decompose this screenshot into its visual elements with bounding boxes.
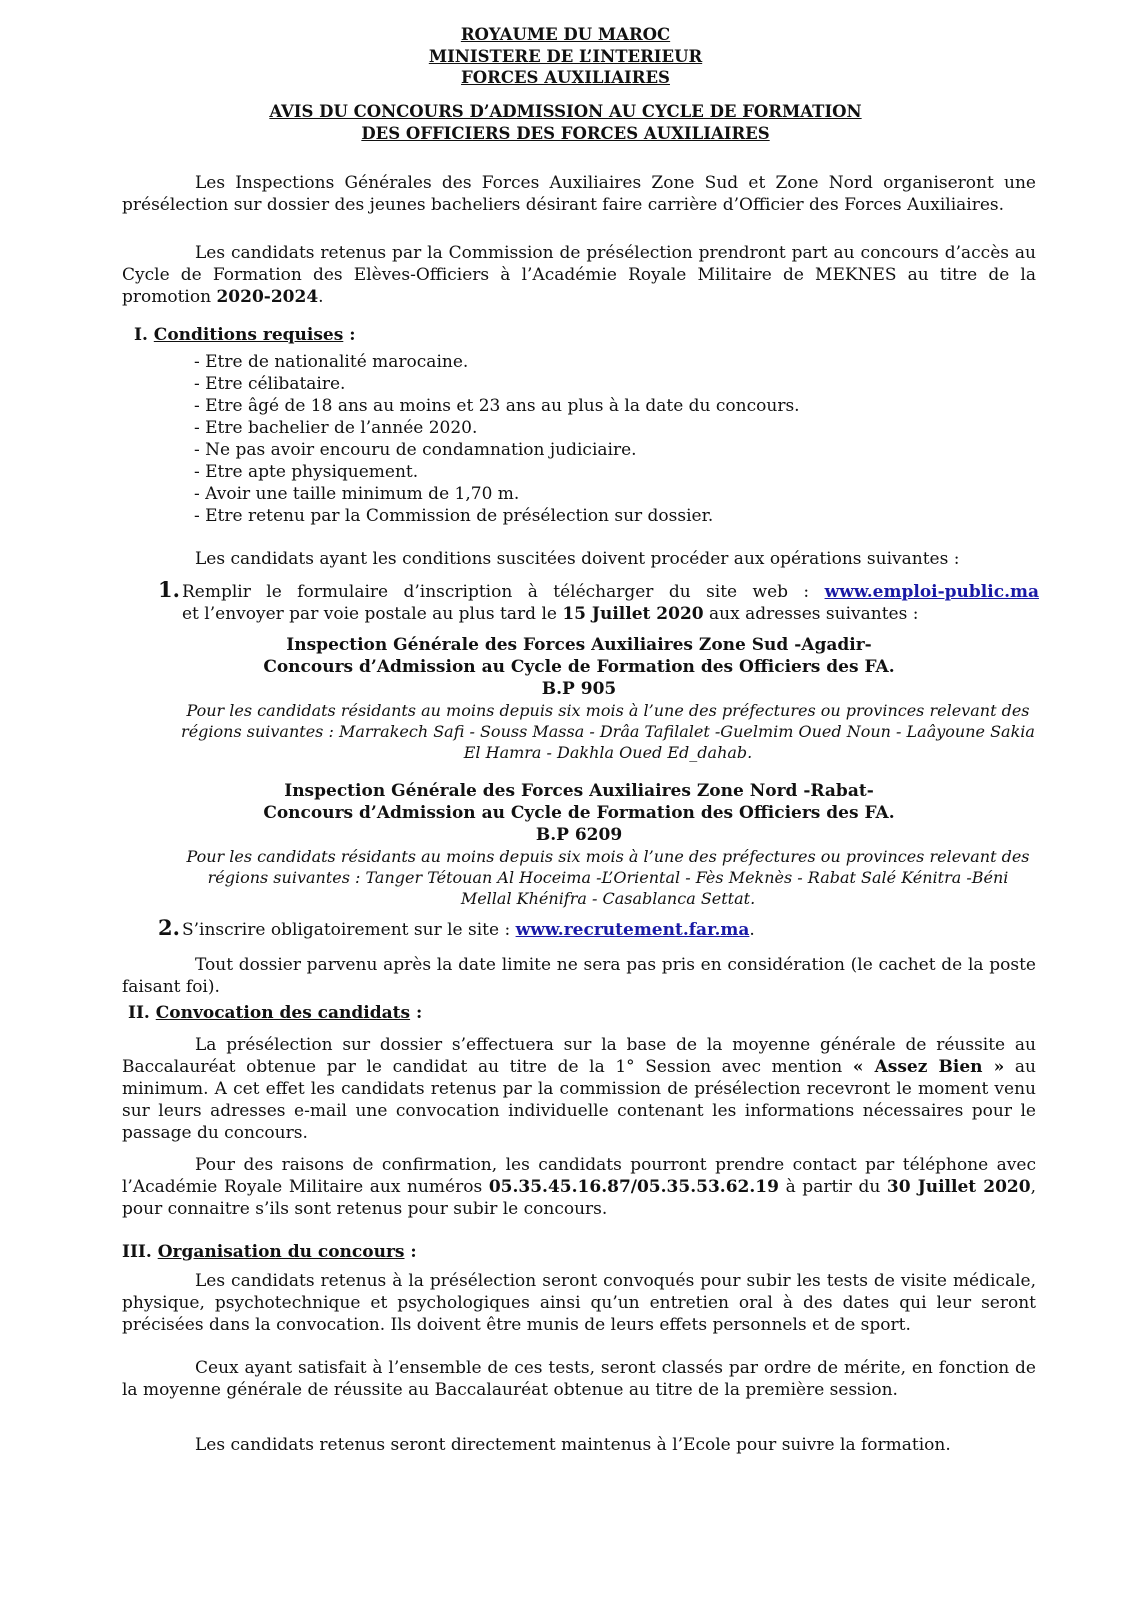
emploi-public-link[interactable]: www.emploi-public.ma [824,582,1039,602]
address-sud-bp: B.P 905 [541,679,617,699]
step-2-line: S’inscrire obligatoirement sur le site : www.recrutement.far.ma. [182,920,755,940]
organisation-paragraph-2: Ceux ayant satisfait à l’ensemble de ces tests, seront classés par ordre de mérite, en fonction de la moyenne générale de réussite au Baccalauréat obtenue au titre de la première session. [122,1358,1036,1400]
step-1-line-1: Remplir le formulaire d’inscription à télécharger du site web : www.emploi-public.ma [182,582,1039,602]
condition-item: - Etre de nationalité marocaine. [194,352,469,372]
condition-item: - Ne pas avoir encouru de condamnation judiciaire. [194,440,637,460]
header-country: ROYAUME DU MAROC [460,25,671,44]
step-1-number: 1. [158,577,180,602]
convocation-paragraph-2: Pour des raisons de confirmation, les candidats pourront prendre contact par téléphone avec l’Académie Royale Militaire aux numéros 05.35.45.16.87/05.35.53.62.19 à partir du 30 Juillet 2020, pour connaitre s’ils sont retenus pour subir le concours. [122,1155,1036,1219]
section-2-heading: II. Convocation des candidats : [128,1003,423,1023]
late-submission-note: Tout dossier parvenu après la date limite ne sera pas pris en considération (le cachet de la poste faisant foi). [122,955,1036,997]
section-1-heading: I. Conditions requises : [134,325,356,345]
title-line-1: AVIS DU CONCOURS D’ADMISSION AU CYCLE DE FORMATION [269,102,862,121]
condition-item: - Etre apte physiquement. [194,462,419,482]
condition-item: - Avoir une taille minimum de 1,70 m. [194,484,520,504]
document-header [0,24,1131,89]
organisation-paragraph-3: Les candidats retenus seront directement maintenus à l’Ecole pour suivre la formation. [195,1435,951,1455]
intro-paragraph-2: Les candidats retenus par la Commission de présélection prendront part au concours d’accès au Cycle de Formation des Elèves-Officiers à l’Académie Royale Militaire de MEKNES au titre de la promotion 2020-2024. [122,243,1036,307]
title-line-2: DES OFFICIERS DES FORCES AUXILIAIRES [361,123,770,143]
address-nord-line-1: Inspection Générale des Forces Auxiliaires Zone Nord -Rabat- [284,781,874,801]
condition-item: - Etre bachelier de l’année 2020. [194,418,478,438]
address-sud-line-2: Concours d’Admission au Cycle de Formation des Officiers des FA. [263,657,895,677]
address-sud-note: Pour les candidats résidants au moins depuis six mois à l’une des préfectures ou provinces relevant des régions suivantes : Marrakech Safi - Souss Massa - Drâa Tafilalet -Guelmim Oued Noun - Laâyoune Sakia El Hamra - Dakhla Oued Ed_dahab. [181,701,1035,762]
operations-intro: Les candidats ayant les conditions suscitées doivent procéder aux opérations suivantes : [195,549,960,569]
address-sud-line-1: Inspection Générale des Forces Auxiliaires Zone Sud -Agadir- [286,635,872,655]
header-forces: FORCES AUXILIAIRES [461,68,670,87]
condition-item: - Etre âgé de 18 ans au moins et 23 ans au plus à la date du concours. [194,396,800,416]
condition-item: - Etre retenu par la Commission de présélection sur dossier. [194,506,714,526]
organisation-paragraph-1: Les candidats retenus à la présélection seront convoqués pour subir les tests de visite médicale, physique, psychotechnique et psychologiques ainsi qu’un entretien oral à des dates qui leur seront précisées dans la convocation. Ils doivent être munis de leurs effets personnels et de sport. [122,1271,1036,1335]
condition-item: - Etre célibataire. [194,374,346,394]
convocation-paragraph-1: La présélection sur dossier s’effectuera sur la base de la moyenne générale de réussite au Baccalauréat obtenue par le candidat au titre de la 1° Session avec mention « Assez Bien » au minimum. A cet effet les candidats retenus par la commission de présélection recevront le moment venu sur leurs adresses e-mail une convocation individuelle contenant les informations nécessaires pour le passage du concours. [122,1035,1036,1143]
address-nord-note: Pour les candidats résidants au moins depuis six mois à l’une des préfectures ou provinces relevant des régions suivantes : Tanger Tétouan Al Hoceima -L’Oriental - Fès Meknès - Rabat Salé Kénitra -Béni Mellal Khénifra - Casablanca Settat. [186,847,1030,908]
header-ministry: MINISTERE DE L’INTERIEUR [428,46,703,66]
step-1-line-2: et l’envoyer par voie postale au plus tard le 15 Juillet 2020 aux adresses suivantes : [182,604,919,624]
recrutement-far-link[interactable]: www.recrutement.far.ma [515,920,750,940]
address-nord-line-2: Concours d’Admission au Cycle de Formation des Officiers des FA. [263,803,895,823]
intro-paragraph-1: Les Inspections Générales des Forces Auxiliaires Zone Sud et Zone Nord organiseront une présélection sur dossier des jeunes bacheliers désirant faire carrière d’Officier des Forces Auxiliaires. [122,173,1036,215]
section-3-heading: III. Organisation du concours : [122,1242,417,1262]
step-2-number: 2. [158,915,180,940]
address-nord-bp: B.P 6209 [535,825,623,845]
document-title [0,101,1131,144]
